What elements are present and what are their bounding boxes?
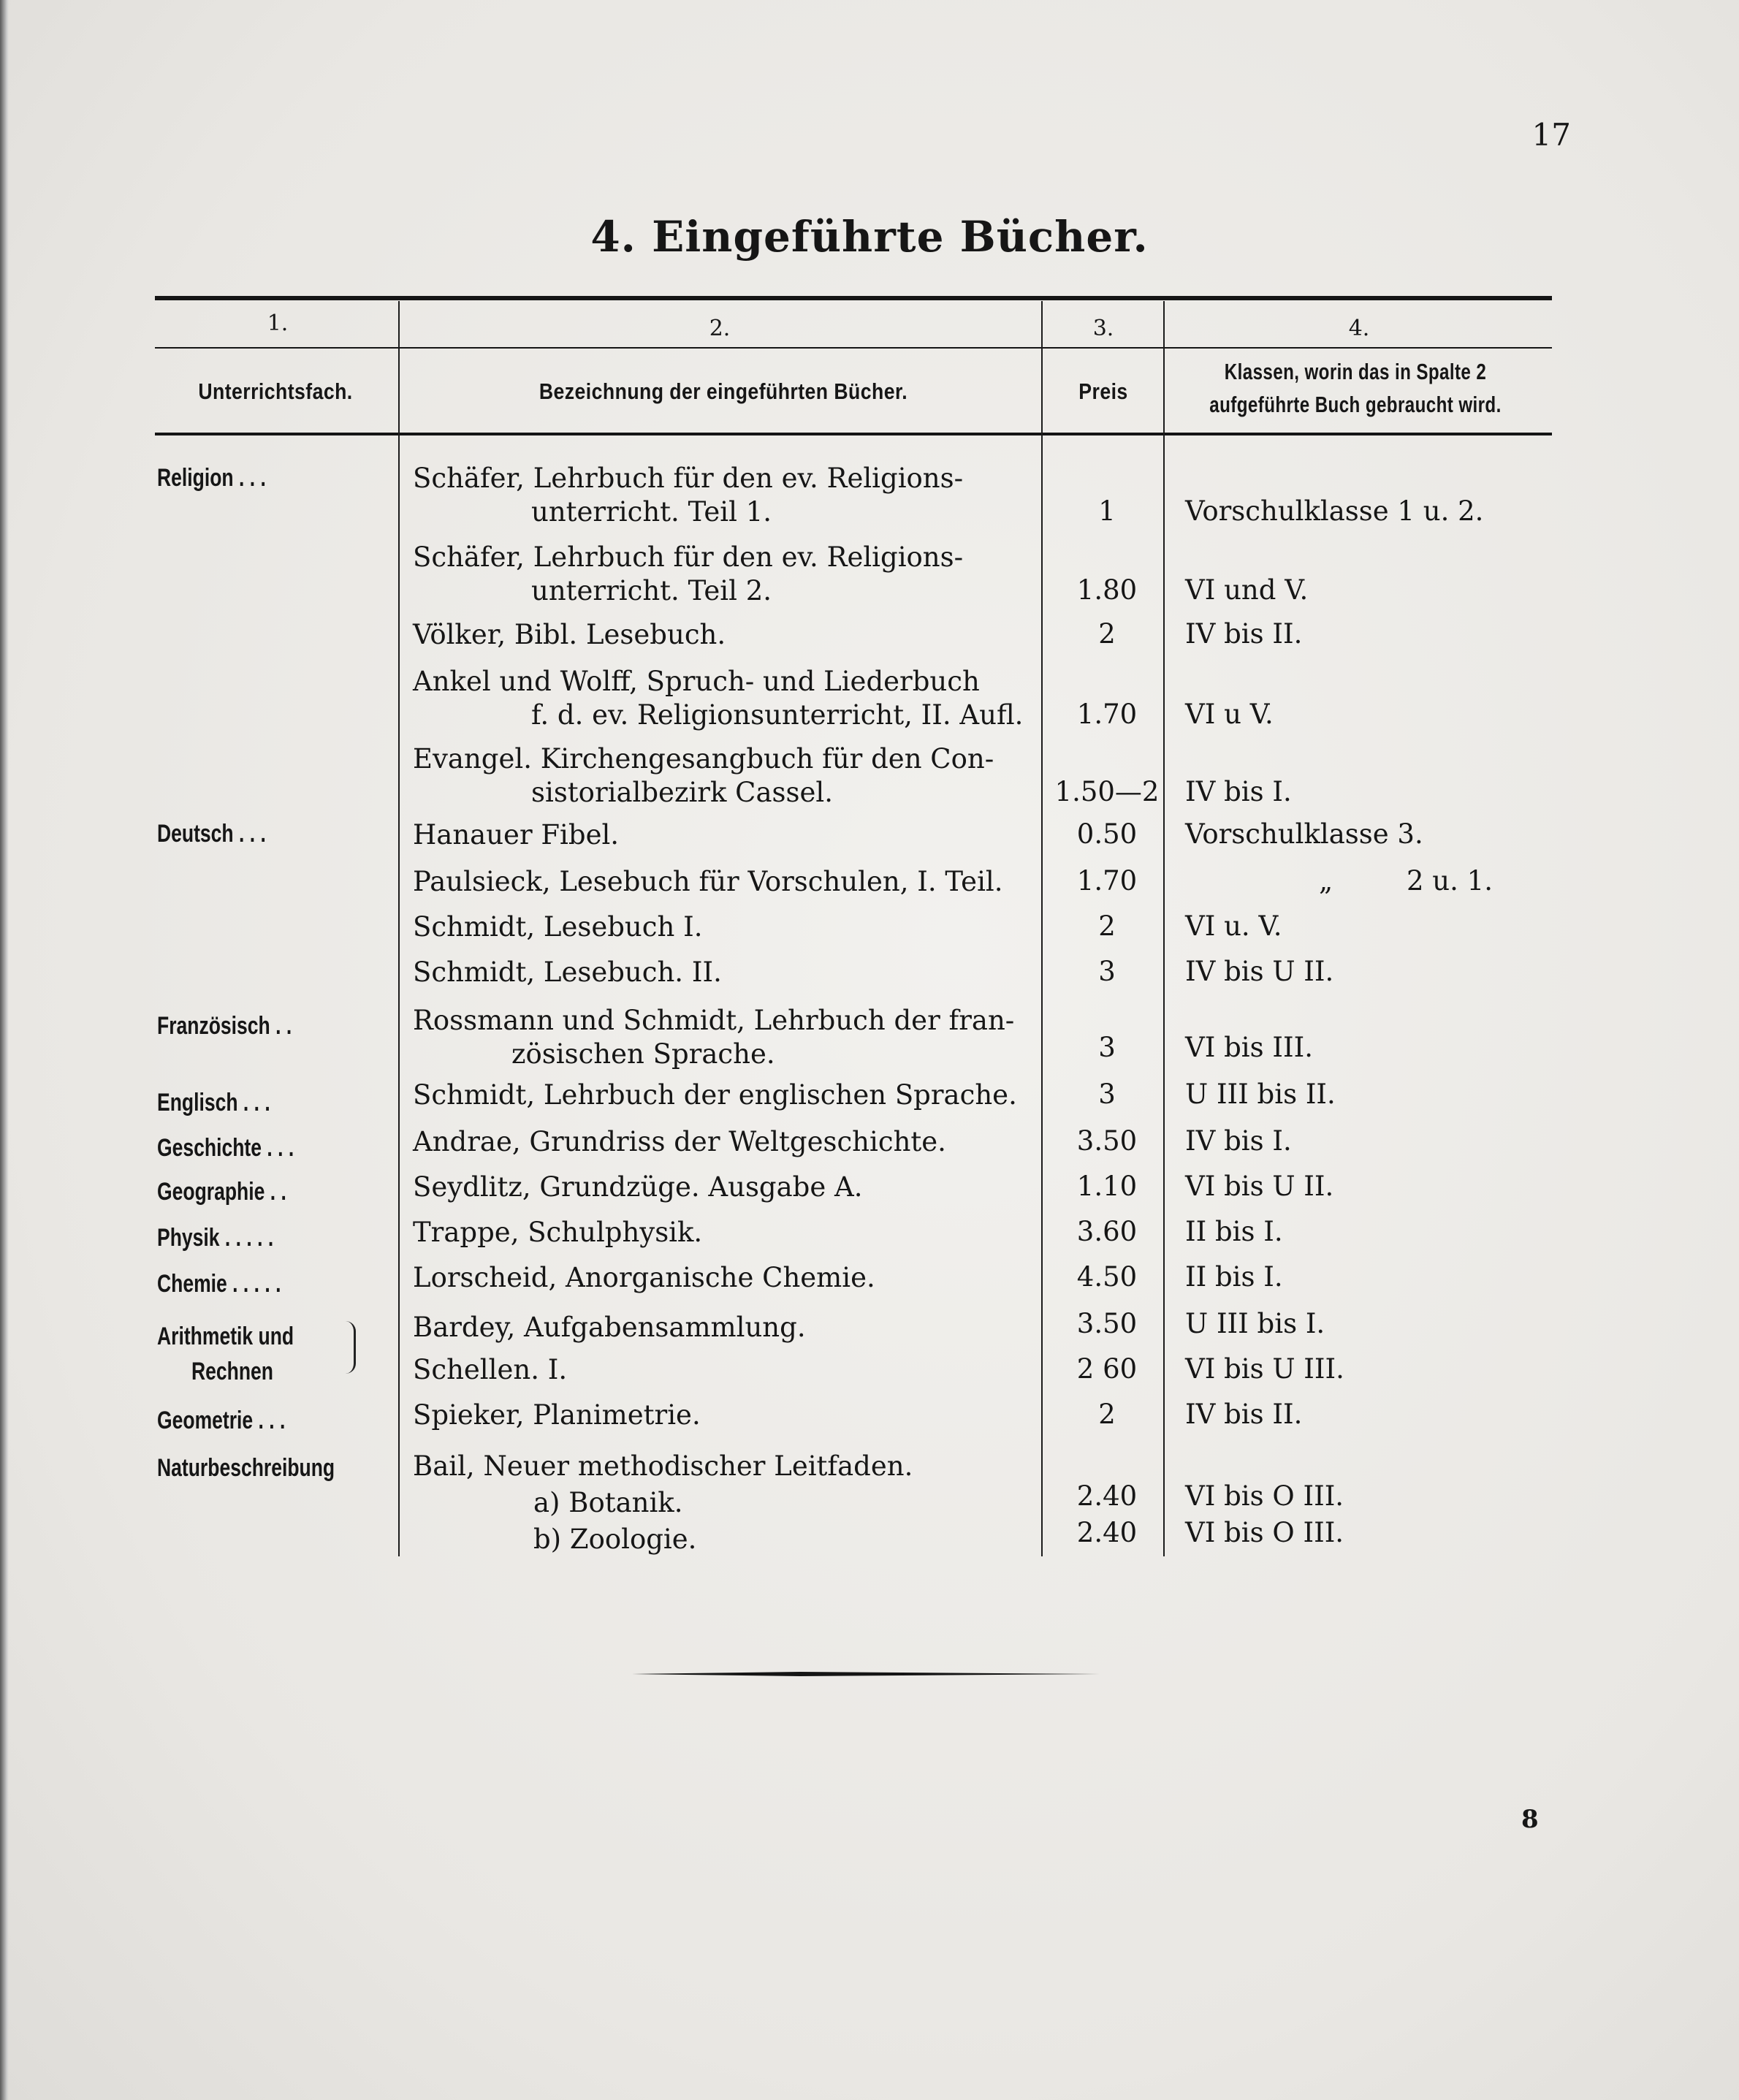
header-classes bbox=[1187, 355, 1523, 421]
book-title: Schmidt, Lehrbuch der englischen Sprache. bbox=[413, 1079, 1017, 1111]
price: 3 bbox=[1098, 956, 1116, 987]
price: 2 bbox=[1098, 1399, 1116, 1430]
subject-naturbeschreibung: Naturbeschreibung bbox=[157, 1454, 335, 1482]
classes: VI bis O III. bbox=[1185, 1517, 1344, 1548]
classes: IV bis U II. bbox=[1185, 956, 1334, 987]
classes: VI bis O III. bbox=[1185, 1480, 1344, 1512]
book-title: Evangel. Kirchengesangbuch für den Con- bbox=[413, 743, 994, 775]
book-title-cont: f. d. ev. Religionsunterricht, II. Aufl. bbox=[531, 699, 1024, 731]
price: 2 bbox=[1098, 618, 1116, 650]
price: 2.40 bbox=[1076, 1517, 1138, 1548]
classes: IV bis I. bbox=[1185, 776, 1292, 807]
column-number-3: 3. bbox=[1092, 316, 1114, 341]
subject-religion: Religion . . . bbox=[157, 464, 266, 492]
classes: IV bis I. bbox=[1185, 1125, 1292, 1157]
header-subject: Unterrichtsfach. bbox=[198, 378, 353, 404]
price: 3.50 bbox=[1076, 1125, 1138, 1157]
classes: VI bis U II. bbox=[1185, 1171, 1334, 1202]
classes: II bis I. bbox=[1185, 1216, 1283, 1247]
table-top-rule bbox=[155, 296, 1552, 300]
classes: U III bis II. bbox=[1185, 1078, 1336, 1110]
header-books: Bezeichnung der eingeführten Bücher. bbox=[539, 378, 908, 404]
price: 3 bbox=[1098, 1032, 1116, 1063]
subject-franzoesisch: Französisch . . bbox=[157, 1012, 292, 1040]
header-classes-line2: aufgeführte Buch gebraucht wird. bbox=[1209, 392, 1502, 417]
price: 3 bbox=[1098, 1078, 1116, 1110]
book-title: Rossmann und Schmidt, Lehrbuch der fran- bbox=[413, 1005, 1015, 1036]
classes: 2 u. 1. bbox=[1407, 865, 1493, 897]
price: 4.50 bbox=[1076, 1261, 1138, 1293]
book-title: Seydlitz, Grundzüge. Ausgabe A. bbox=[413, 1171, 863, 1203]
book-title: Hanauer Fibel. bbox=[413, 819, 620, 851]
book-title: Völker, Bibl. Lesebuch. bbox=[413, 619, 726, 650]
book-title: Schmidt, Lesebuch. II. bbox=[413, 956, 722, 988]
book-subtitle-zoologie: b) Zoologie. bbox=[533, 1523, 697, 1555]
classes: VI bis U III. bbox=[1185, 1353, 1344, 1385]
column-divider-2 bbox=[1041, 301, 1043, 1556]
subject-rechnen: Rechnen bbox=[191, 1358, 274, 1385]
book-title-cont: zösischen Sprache. bbox=[511, 1038, 775, 1070]
page-number: 17 bbox=[1531, 117, 1571, 153]
header-price: Preis bbox=[1078, 378, 1128, 404]
header-bottom-rule bbox=[155, 433, 1552, 435]
subject-geometrie: Geometrie . . . bbox=[157, 1407, 286, 1434]
subject-geographie: Geographie . . bbox=[157, 1178, 286, 1206]
book-title: Ankel und Wolff, Spruch- und Liederbuch bbox=[413, 666, 980, 697]
book-title-cont: unterricht. Teil 1. bbox=[531, 496, 772, 528]
classes: II bis I. bbox=[1185, 1261, 1283, 1293]
classes: Vorschulklasse 3. bbox=[1185, 818, 1423, 850]
price: 3.50 bbox=[1076, 1308, 1138, 1339]
page-edge-shadow bbox=[0, 0, 9, 2100]
subject-geschichte: Geschichte . . . bbox=[157, 1134, 294, 1162]
book-title: Spieker, Planimetrie. bbox=[413, 1399, 701, 1431]
book-subtitle-botanik: a) Botanik. bbox=[533, 1487, 683, 1518]
header-classes-line1: Klassen, worin das in Spalte 2 bbox=[1224, 359, 1487, 384]
classes: Vorschulklasse 1 u. 2. bbox=[1185, 495, 1484, 527]
book-title: Schmidt, Lesebuch I. bbox=[413, 911, 703, 943]
subject-chemie: Chemie . . . . . bbox=[157, 1270, 281, 1298]
signature-mark: 8 bbox=[1521, 1805, 1539, 1834]
classes: VI u V. bbox=[1185, 699, 1274, 730]
book-title: Trappe, Schulphysik. bbox=[413, 1217, 703, 1248]
brace-arithmetik-rechnen bbox=[343, 1321, 356, 1374]
classes: VI und V. bbox=[1185, 574, 1309, 606]
price: 2.40 bbox=[1076, 1480, 1138, 1512]
subject-englisch: Englisch . . . bbox=[157, 1089, 270, 1116]
book-title: Schäfer, Lehrbuch für den ev. Religions- bbox=[413, 463, 964, 494]
header-rule bbox=[155, 347, 1552, 349]
column-number-4: 4. bbox=[1348, 316, 1370, 341]
book-title-cont: unterricht. Teil 2. bbox=[531, 575, 772, 606]
column-divider-1 bbox=[398, 301, 400, 1556]
book-title: Lorscheid, Anorganische Chemie. bbox=[413, 1262, 875, 1293]
book-title: Schellen. I. bbox=[413, 1354, 568, 1385]
subject-physik: Physik . . . . . bbox=[157, 1224, 274, 1252]
price: 2 bbox=[1098, 910, 1116, 942]
price: 0.50 bbox=[1076, 818, 1138, 850]
price: 1 bbox=[1098, 495, 1116, 527]
ditto-mark: „ bbox=[1319, 865, 1333, 897]
closing-ornament-rule bbox=[632, 1671, 1100, 1677]
price: 2 60 bbox=[1076, 1353, 1138, 1385]
book-title: Andrae, Grundriss der Weltgeschichte. bbox=[413, 1126, 946, 1157]
book-title: Bardey, Aufgabensammlung. bbox=[413, 1312, 806, 1343]
classes: VI bis III. bbox=[1185, 1032, 1313, 1063]
book-title: Paulsieck, Lesebuch für Vorschulen, I. Teil. bbox=[413, 866, 1003, 897]
price: 1.80 bbox=[1076, 574, 1138, 606]
book-title: Bail, Neuer methodischer Leitfaden. bbox=[413, 1450, 913, 1482]
book-title-cont: sistorialbezirk Cassel. bbox=[531, 777, 833, 808]
subject-arithmetik: Arithmetik und bbox=[157, 1323, 294, 1350]
price: 1.10 bbox=[1076, 1171, 1138, 1202]
price: 1.50—2 bbox=[1054, 776, 1160, 807]
classes: IV bis II. bbox=[1185, 1399, 1303, 1430]
price: 3.60 bbox=[1076, 1216, 1138, 1247]
price: 1.70 bbox=[1076, 699, 1138, 730]
classes: U III bis I. bbox=[1185, 1308, 1325, 1339]
price: 1.70 bbox=[1076, 865, 1138, 897]
classes: IV bis II. bbox=[1185, 618, 1303, 650]
section-title: 4. Eingeführte Bücher. bbox=[590, 212, 1149, 262]
column-number-2: 2. bbox=[709, 316, 731, 341]
column-number-1: 1. bbox=[267, 311, 289, 336]
book-title: Schäfer, Lehrbuch für den ev. Religions- bbox=[413, 541, 964, 573]
subject-deutsch: Deutsch . . . bbox=[157, 820, 266, 848]
classes: VI u. V. bbox=[1185, 910, 1282, 942]
